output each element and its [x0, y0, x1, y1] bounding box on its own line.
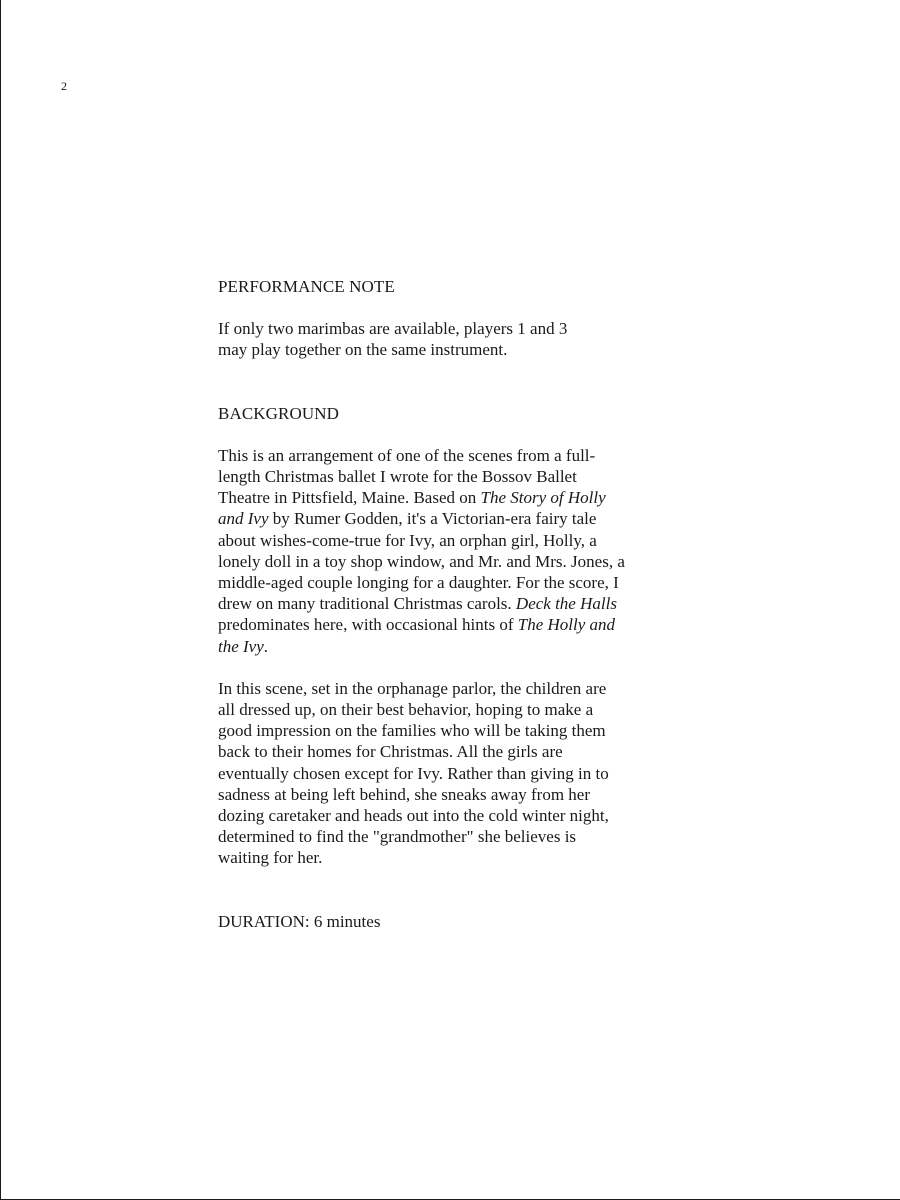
document-body — [218, 276, 688, 932]
text-run: drew on many traditional Christmas carols. — [218, 594, 516, 614]
text-line: about wishes-come-true for Ivy, an orphan girl, Holly, a — [218, 530, 597, 550]
text-line: length Christmas ballet I wrote for the Bossov Ballet — [218, 467, 577, 487]
text-run: . — [263, 636, 269, 656]
text-line: may play together on the same instrument. — [218, 340, 508, 360]
text-line — [218, 636, 688, 657]
book-title: and Ivy — [218, 509, 269, 529]
text-line: eventually chosen except for Ivy. Rather than giving in to — [218, 763, 609, 783]
text-line: lonely doll in a toy shop window, and Mr. and Mrs. Jones, a — [218, 551, 625, 571]
performance-note-paragraph — [218, 318, 688, 360]
page-left-edge — [0, 0, 1, 1200]
text-run: predominates here, with occasional hints of — [218, 615, 518, 635]
text-line — [218, 614, 688, 635]
background-heading: BACKGROUND — [218, 403, 339, 423]
text-line: waiting for her. — [218, 848, 323, 868]
background-paragraph-2 — [218, 678, 688, 869]
book-title: The Story of Holly — [480, 488, 606, 508]
text-line: In this scene, set in the orphanage parlor, the children are — [218, 678, 607, 698]
carol-title: the Ivy — [218, 636, 264, 656]
carol-title: The Holly and — [517, 615, 616, 635]
text-line: dozing caretaker and heads out into the cold winter night, — [218, 806, 609, 826]
text-line: determined to find the "grandmother" she believes is — [218, 827, 577, 847]
carol-title: Deck the Halls — [515, 594, 617, 614]
text-run: by Rumer Godden, it's a Victorian-era fairy tale — [268, 509, 597, 529]
background-paragraph-1 — [218, 445, 688, 657]
text-line: all dressed up, on their best behavior, hoping to make a — [218, 700, 594, 720]
text-line — [218, 487, 688, 508]
text-line: This is an arrangement of one of the scenes from a full- — [218, 445, 596, 465]
text-run: Theatre in Pittsfield, Maine. Based on — [218, 488, 481, 508]
text-line — [218, 593, 688, 614]
duration: DURATION: 6 minutes — [218, 911, 381, 931]
text-line: If only two marimbas are available, players 1 and 3 — [218, 319, 568, 339]
text-line — [218, 508, 688, 529]
text-line: sadness at being left behind, she sneaks away from her — [218, 784, 590, 804]
page-number: 2 — [61, 79, 67, 93]
text-line: middle-aged couple longing for a daughter. For the score, I — [218, 573, 619, 593]
performance-note-heading: PERFORMANCE NOTE — [218, 277, 395, 296]
text-line: back to their homes for Christmas. All the girls are — [218, 742, 563, 762]
text-line: good impression on the families who will be taking them — [218, 721, 606, 741]
